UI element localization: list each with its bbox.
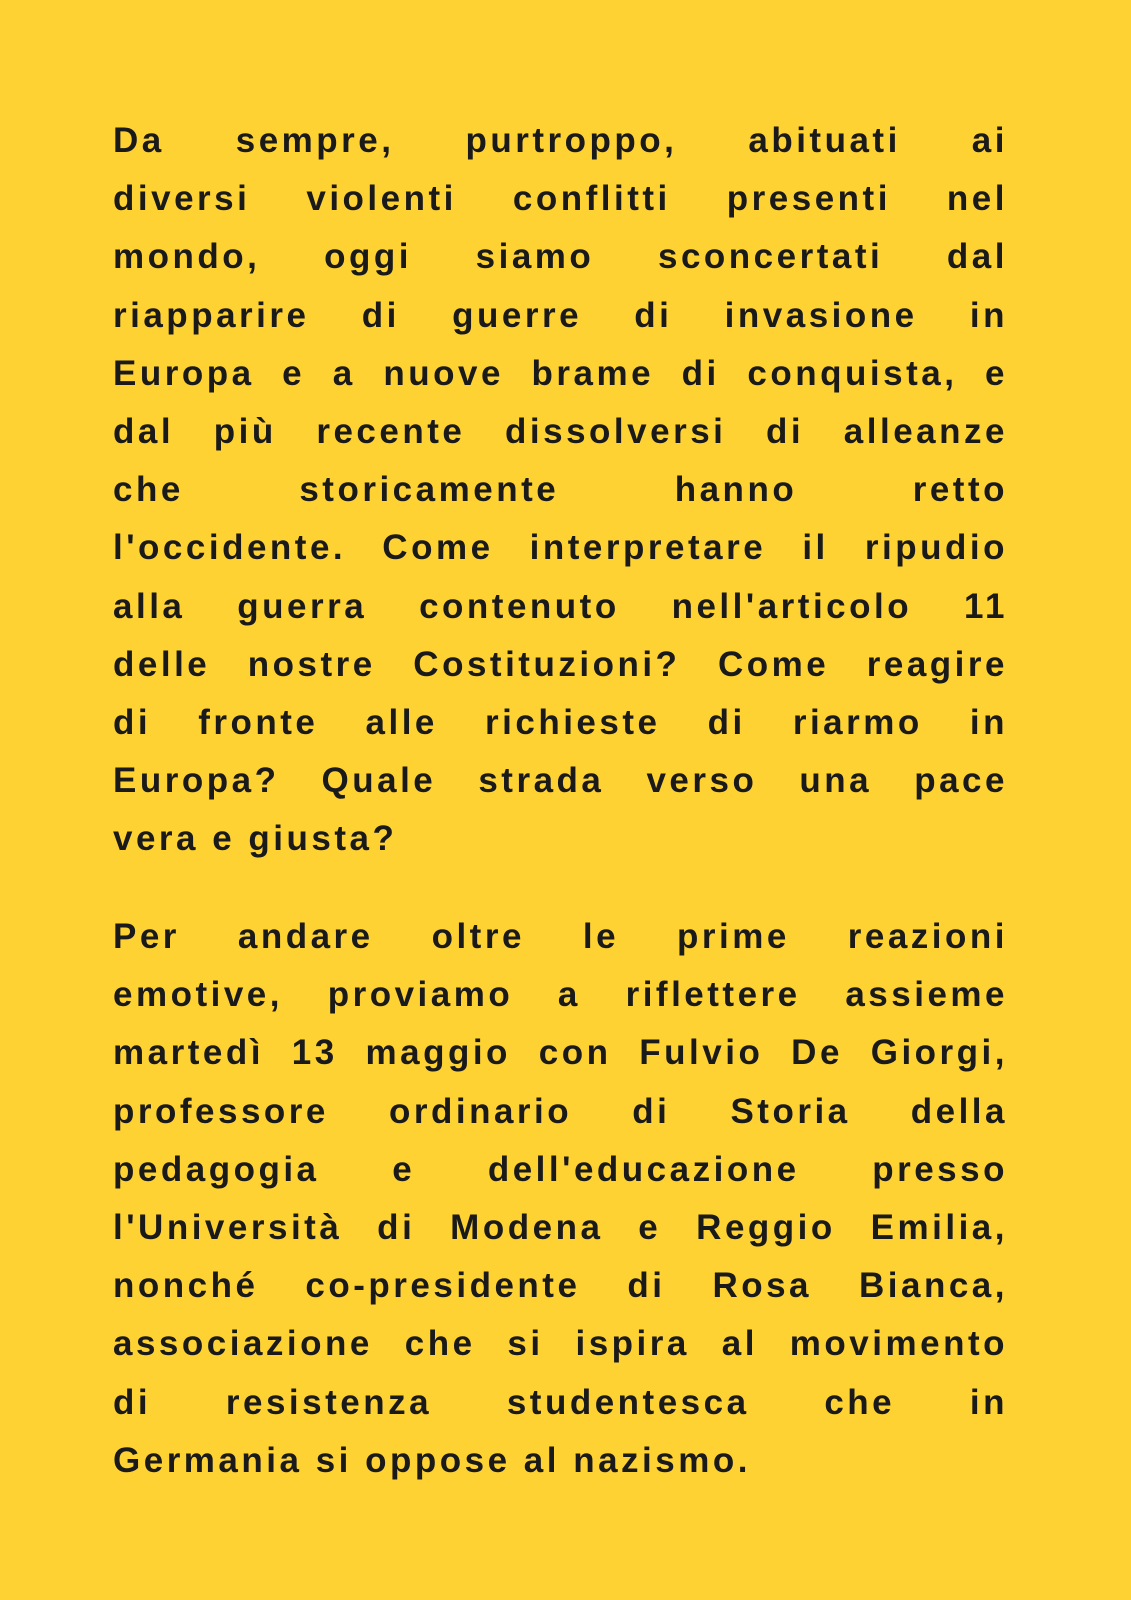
paragraph-event (113, 908, 1008, 1490)
text-line: Germania si oppose al nazismo. (113, 1440, 751, 1480)
text-line: Europa e a nuove brame di conquista, e (113, 353, 1008, 393)
text-line: Per andare oltre le prime reazioni (113, 917, 1008, 956)
text-line: mondo, oggi siamo sconcertati dal (113, 237, 1008, 277)
text-line: nonché co-presidente di Rosa Bianca, (113, 1266, 1008, 1306)
text-line: emotive, proviamo a riflettere assieme (113, 975, 1008, 1015)
paragraph-intro (113, 112, 1008, 868)
text-line: delle nostre Costituzioni? Come reagire (113, 644, 1008, 684)
text-line: associazione che si ispira al movimento (113, 1324, 1008, 1364)
text-line: alla guerra contenuto nell'articolo 11 (113, 586, 1008, 626)
text-line: di fronte alle richieste di riarmo in (113, 702, 1008, 742)
text-line: Europa? Quale strada verso una pace (113, 761, 1008, 801)
text-line: pedagogia e dell'educazione presso (113, 1149, 1008, 1189)
text-line: riapparire di guerre di invasione in (113, 295, 1008, 335)
text-line: dal più recente dissolversi di alleanze (113, 411, 1008, 451)
text-line: che storicamente hanno retto (113, 470, 1008, 510)
text-line: vera e giusta? (113, 819, 398, 859)
text-line: diversi violenti conflitti presenti nel (113, 179, 1008, 219)
text-line: martedì 13 maggio con Fulvio De Giorgi, (113, 1033, 1008, 1073)
text-line: l'occidente. Come interpretare il ripudio (113, 528, 1008, 568)
text-line: di resistenza studentesca che in (113, 1382, 1008, 1422)
text-line: professore ordinario di Storia della (113, 1091, 1008, 1131)
text-line: Da sempre, purtroppo, abituati ai (113, 121, 1008, 160)
text-line: l'Università di Modena e Reggio Emilia, (113, 1207, 1008, 1247)
